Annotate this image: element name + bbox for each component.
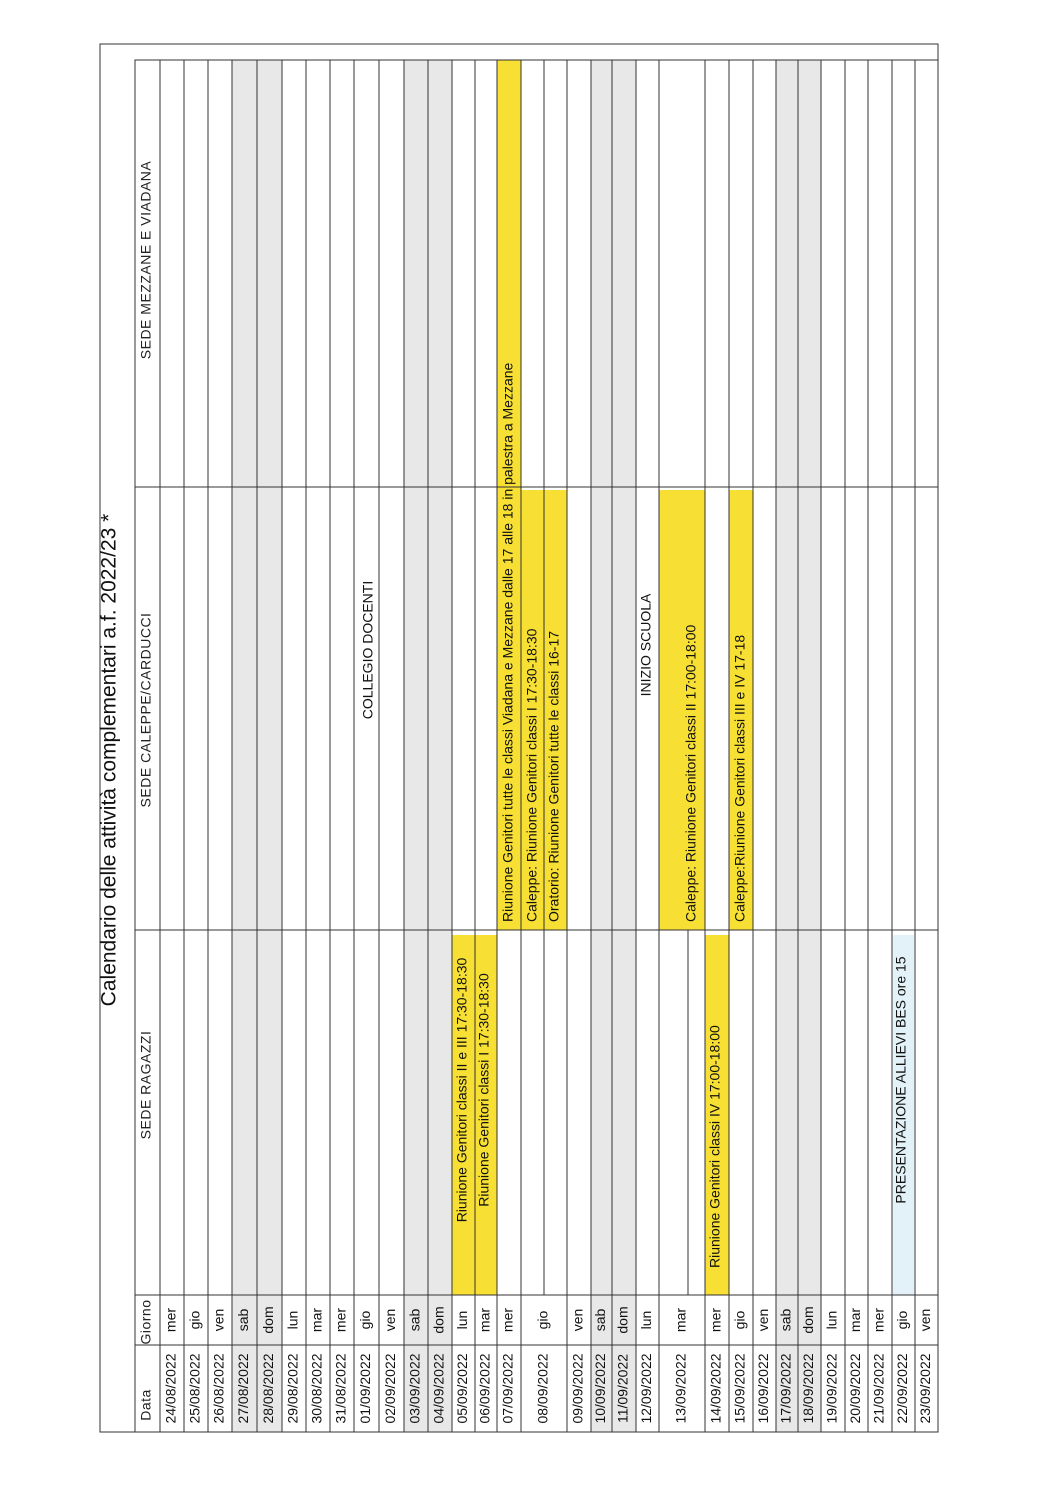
- row-day: mer: [332, 1307, 349, 1333]
- row-day: gio: [894, 1310, 911, 1330]
- row-date: 26/08/2022: [210, 1353, 227, 1424]
- row-date: 30/08/2022: [308, 1353, 325, 1424]
- row-date: 21/09/2022: [870, 1353, 887, 1424]
- row-date: 01/09/2022: [357, 1353, 374, 1424]
- row-date: 23/09/2022: [917, 1353, 934, 1424]
- row-date: 27/08/2022: [235, 1353, 252, 1424]
- row-day: ven: [569, 1308, 586, 1332]
- row-day: sab: [592, 1308, 609, 1332]
- row-day: mer: [707, 1307, 724, 1333]
- header-sede-ragazzi: SEDE RAGAZZI: [137, 1030, 154, 1140]
- weekend-row: [776, 60, 798, 1432]
- row-day: sab: [235, 1308, 252, 1332]
- weekend-row: [404, 60, 428, 1432]
- event-riunione-ragazzi-0509: Riunione Genitori classi II e III 17:30-18:30: [453, 957, 470, 1223]
- row-day: gio: [731, 1310, 748, 1330]
- row-day: lun: [284, 1310, 301, 1330]
- row-day: dom: [430, 1306, 447, 1334]
- row-date: 24/08/2022: [162, 1353, 179, 1424]
- row-date: 07/09/2022: [499, 1353, 516, 1424]
- event-oratorio-0809: Oratorio: Riunione Genitori tutte le classi 16-17: [545, 630, 562, 922]
- event-riunione-ragazzi-1409: Riunione Genitori classi IV 17:00-18:00: [706, 1025, 723, 1268]
- row-day: lun: [823, 1310, 840, 1330]
- header-data: Data: [137, 1389, 154, 1421]
- row-day: mer: [870, 1307, 887, 1333]
- weekend-row: [591, 60, 612, 1432]
- event-caleppe-0809: Caleppe: Riunione Genitori classi I 17:30-18:30: [523, 628, 540, 922]
- row-day: dom: [800, 1306, 817, 1334]
- row-date: 25/08/2022: [186, 1353, 203, 1424]
- event-presentazione-bes: PRESENTAZIONE ALLIEVI BES ore 15: [892, 956, 909, 1204]
- row-date: 15/09/2022: [731, 1353, 748, 1424]
- event-inizio-scuola: INIZIO SCUOLA: [637, 593, 654, 697]
- weekend-row: [257, 60, 282, 1432]
- row-day: sab: [777, 1308, 794, 1332]
- row-day: mar: [847, 1307, 864, 1333]
- header-giorno: Giorno: [137, 1299, 154, 1345]
- row-day: lun: [638, 1310, 655, 1330]
- row-day: mar: [476, 1307, 493, 1333]
- header-sede-mezzane: SEDE MEZZANE E VIADANA: [137, 160, 154, 360]
- row-date: 20/09/2022: [847, 1353, 864, 1424]
- row-date: 04/09/2022: [430, 1353, 447, 1424]
- event-caleppe-1509: Caleppe:Riunione Genitori classi III e IV 17-18: [731, 634, 748, 922]
- event-riunione-ragazzi-0609: Riunione Genitori classi I 17:30-18:30: [475, 973, 492, 1207]
- event-caleppe-1309: Caleppe: Riunione Genitori classi II 17:00-18:00: [682, 624, 699, 922]
- row-date: 19/09/2022: [823, 1353, 840, 1424]
- row-day: ven: [917, 1308, 934, 1332]
- row-day: sab: [406, 1308, 423, 1332]
- row-day: lun: [454, 1310, 471, 1330]
- row-date: 05/09/2022: [454, 1353, 471, 1424]
- weekend-row: [428, 60, 452, 1432]
- row-day: gio: [534, 1310, 551, 1330]
- row-date: 16/09/2022: [755, 1353, 772, 1424]
- weekend-row: [612, 60, 636, 1432]
- header-sede-caleppe: SEDE CALEPPE/CARDUCCI: [137, 612, 154, 808]
- row-date: 08/09/2022: [534, 1353, 551, 1424]
- row-day: ven: [210, 1308, 227, 1332]
- row-date: 17/09/2022: [777, 1353, 794, 1424]
- event-riunione-viadana-mezzane-0709: Riunione Genitori tutte le classi Viadana e Mezzane dalle 17 alle 18 in palestra a Mezzane: [499, 362, 516, 922]
- row-date: 29/08/2022: [284, 1353, 301, 1424]
- row-date: 14/09/2022: [707, 1353, 724, 1424]
- row-date: 11/09/2022: [614, 1353, 631, 1424]
- row-day: gio: [357, 1310, 374, 1330]
- row-day: mar: [308, 1307, 325, 1333]
- row-day: ven: [382, 1308, 399, 1332]
- row-date: 18/09/2022: [800, 1353, 817, 1424]
- row-day: mer: [162, 1307, 179, 1333]
- row-day: gio: [186, 1310, 203, 1330]
- weekend-row: [232, 60, 257, 1432]
- document-title: Calendario delle attività complementari a.f. 2022/23 *: [97, 513, 121, 1007]
- row-date: 31/08/2022: [332, 1353, 349, 1424]
- event-collegio-docenti: COLLEGIO DOCENTI: [359, 580, 376, 720]
- row-day: mar: [672, 1307, 689, 1333]
- weekend-row: [798, 60, 821, 1432]
- row-day: mer: [499, 1307, 516, 1333]
- row-day: dom: [614, 1306, 631, 1334]
- row-date: 06/09/2022: [476, 1353, 493, 1424]
- row-date: 28/08/2022: [260, 1353, 277, 1424]
- row-date: 09/09/2022: [569, 1353, 586, 1424]
- row-day: dom: [260, 1306, 277, 1334]
- row-date: 12/09/2022: [638, 1353, 655, 1424]
- row-date: 22/09/2022: [894, 1353, 911, 1424]
- row-date: 02/09/2022: [382, 1353, 399, 1424]
- row-date: 03/09/2022: [406, 1353, 423, 1424]
- row-date: 10/09/2022: [592, 1353, 609, 1424]
- row-date: 13/09/2022: [672, 1353, 689, 1424]
- row-day: ven: [755, 1308, 772, 1332]
